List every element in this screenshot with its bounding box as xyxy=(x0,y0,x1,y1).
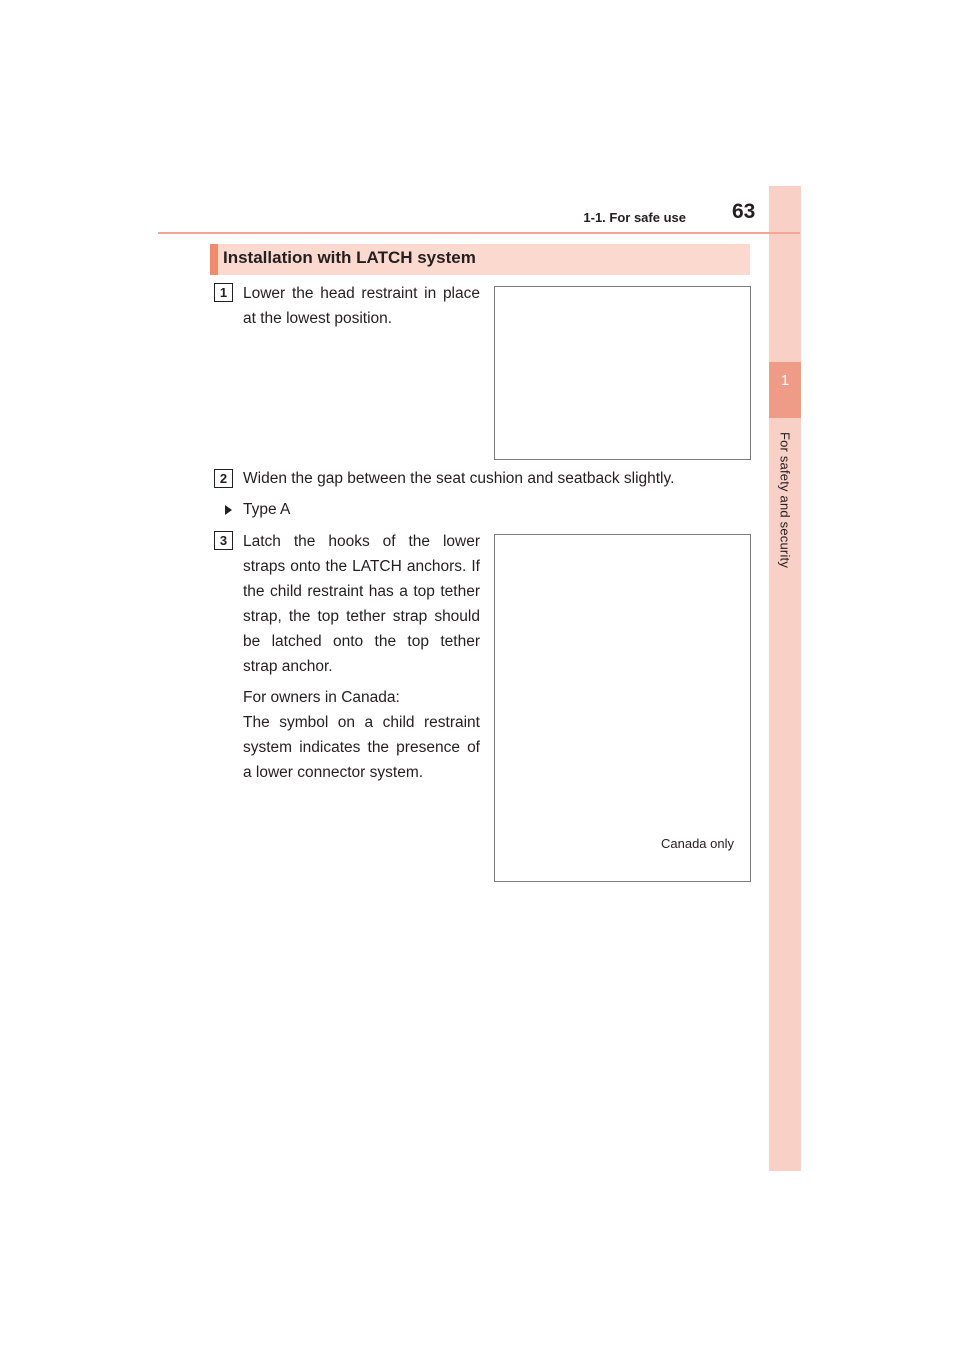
canada-note-heading: For owners in Canada: xyxy=(243,689,400,706)
page-number: 63 xyxy=(732,200,756,223)
side-tab-strip xyxy=(769,186,801,1171)
header-section-title: 1-1. For safe use xyxy=(583,210,686,225)
section-title: Installation with LATCH system xyxy=(223,248,476,267)
step-3-text: Latch the hooks of the lower straps onto the LATCH anchors. If the child restraint has a top tether strap, the top tether strap should be latched onto the top tether strap anchor. xyxy=(243,533,480,675)
step-1-text: Lower the head restraint in place at the lowest position. xyxy=(243,285,480,327)
canada-note-text: The symbol on a child restraint system indicates the presence of a lower connector system. xyxy=(243,714,480,781)
head-restraint-figure xyxy=(494,286,751,460)
step-number-3: 3 xyxy=(214,531,233,550)
latch-anchors-figure xyxy=(494,534,751,882)
chapter-title: For safety and security xyxy=(777,431,793,569)
step-number-2: 2 xyxy=(214,469,233,488)
step-number-1: 1 xyxy=(214,283,233,302)
header-rule xyxy=(158,232,800,234)
section-title-accent xyxy=(210,244,218,275)
step-2-text: Widen the gap between the seat cushion and seatback slightly. xyxy=(243,470,675,487)
type-label: Type A xyxy=(243,501,291,518)
figure-caption: Canada only xyxy=(661,836,734,851)
chapter-number-box xyxy=(769,362,801,418)
triangle-bullet-icon xyxy=(225,505,232,515)
chapter-number: 1 xyxy=(780,372,790,389)
